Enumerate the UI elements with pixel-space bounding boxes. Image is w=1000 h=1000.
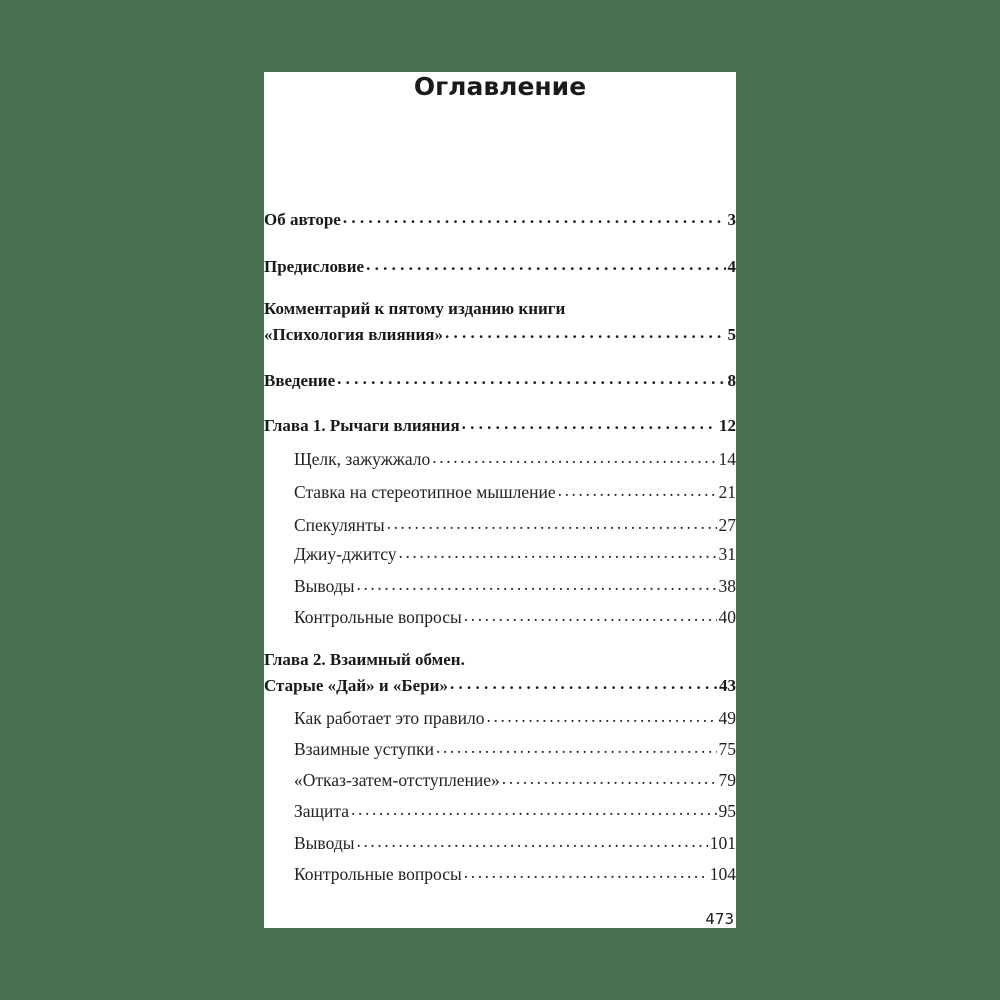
- toc-entry-about-author[interactable]: [264, 208, 736, 230]
- toc-page-number: 104: [709, 863, 736, 884]
- toc-entry-label: Старые «Дай» и «Бери»: [264, 676, 448, 695]
- toc-entry-label: Джиу-джитсу: [294, 543, 397, 564]
- toc-page-number: 12: [719, 416, 736, 435]
- book-page: [264, 72, 736, 928]
- toc-page-number: 101: [709, 832, 736, 853]
- toc-entry-label: Взаимные уступки: [294, 738, 434, 759]
- leader-dots: [464, 862, 708, 880]
- toc-entry-chapter-2[interactable]: [264, 674, 736, 696]
- toc-page-number: 4: [727, 257, 736, 276]
- toc-subentry[interactable]: [294, 480, 736, 503]
- toc-subentry[interactable]: [294, 768, 736, 791]
- toc-page-number: 14: [718, 448, 736, 469]
- toc-page-number: 3: [727, 210, 736, 229]
- toc-entry-label: Защита: [294, 800, 350, 821]
- toc-entry-label: Ставка на стереотипное мышление: [294, 481, 556, 502]
- leader-dots: [436, 737, 717, 755]
- toc-subentry[interactable]: [294, 542, 736, 565]
- toc-entry-label: Контрольные вопросы: [294, 606, 462, 627]
- toc-page-number: 21: [718, 481, 736, 502]
- toc-entry-label: Щелк, зажужжало: [294, 448, 431, 469]
- leader-dots: [337, 369, 725, 386]
- page-number: 473: [705, 910, 734, 928]
- toc-entry-label: Контрольные вопросы: [294, 863, 462, 884]
- toc-page-number: 79: [718, 769, 736, 790]
- toc-subentry[interactable]: [294, 605, 736, 628]
- toc-page-number: 75: [718, 738, 736, 759]
- toc-subentry[interactable]: [294, 706, 736, 729]
- toc-page-number: 5: [727, 325, 736, 344]
- leader-dots: [356, 831, 707, 849]
- toc-page-number: 95: [718, 800, 736, 821]
- leader-dots: [351, 799, 716, 817]
- toc-page-number: 38: [718, 575, 736, 596]
- toc-entry-label: Введение: [264, 371, 336, 390]
- toc-entry-label: «Психология влияния»: [264, 325, 443, 344]
- leader-dots: [464, 605, 717, 623]
- leader-dots: [445, 323, 726, 340]
- leader-dots: [462, 414, 717, 431]
- leader-dots: [387, 513, 717, 531]
- toc-page-number: 27: [718, 514, 736, 535]
- toc-entry-commentary-line1: Комментарий к пятому изданию книги: [264, 299, 566, 318]
- leader-dots: [558, 480, 717, 498]
- toc-entry-introduction[interactable]: [264, 369, 736, 391]
- toc-subentry[interactable]: [294, 799, 736, 822]
- leader-dots: [502, 768, 717, 786]
- leader-dots: [398, 542, 716, 560]
- page-title: Оглавление: [413, 72, 587, 101]
- toc-entry-label: Выводы: [294, 832, 355, 853]
- leader-dots: [356, 574, 716, 592]
- toc-entry-chapter-1[interactable]: [264, 414, 736, 436]
- leader-dots: [343, 208, 726, 225]
- toc-entry-label: Как работает это правило: [294, 707, 485, 728]
- toc-entry-preface[interactable]: [264, 255, 736, 277]
- toc-entry-commentary[interactable]: [264, 323, 736, 345]
- toc-page-number: 49: [718, 707, 736, 728]
- toc-page-number: 40: [718, 606, 736, 627]
- toc-entry-label: Об авторе: [264, 210, 341, 229]
- toc-subentry[interactable]: [294, 831, 736, 854]
- leader-dots: [487, 706, 717, 724]
- toc-entry-label: Выводы: [294, 575, 355, 596]
- toc-entry-chapter-2-line1: Глава 2. Взаимный обмен.: [264, 650, 465, 669]
- leader-dots: [366, 255, 725, 272]
- toc-subentry[interactable]: [294, 862, 736, 885]
- toc-entry-label: Предисловие: [264, 257, 365, 276]
- toc-subentry[interactable]: [294, 513, 736, 536]
- toc-subentry[interactable]: [294, 574, 736, 597]
- toc-entry-label: «Отказ-затем-отступление»: [294, 769, 500, 790]
- toc-entry-label: Спекулянты: [294, 514, 385, 535]
- toc-page-number: 8: [727, 371, 736, 390]
- leader-dots: [432, 447, 716, 465]
- toc-page-number: 43: [719, 676, 736, 695]
- toc-subentry[interactable]: [294, 447, 736, 470]
- toc-page-number: 31: [718, 543, 736, 564]
- toc-entry-label: Глава 1. Рычаги влияния: [264, 416, 460, 435]
- toc-subentry[interactable]: [294, 737, 736, 760]
- leader-dots: [450, 674, 717, 691]
